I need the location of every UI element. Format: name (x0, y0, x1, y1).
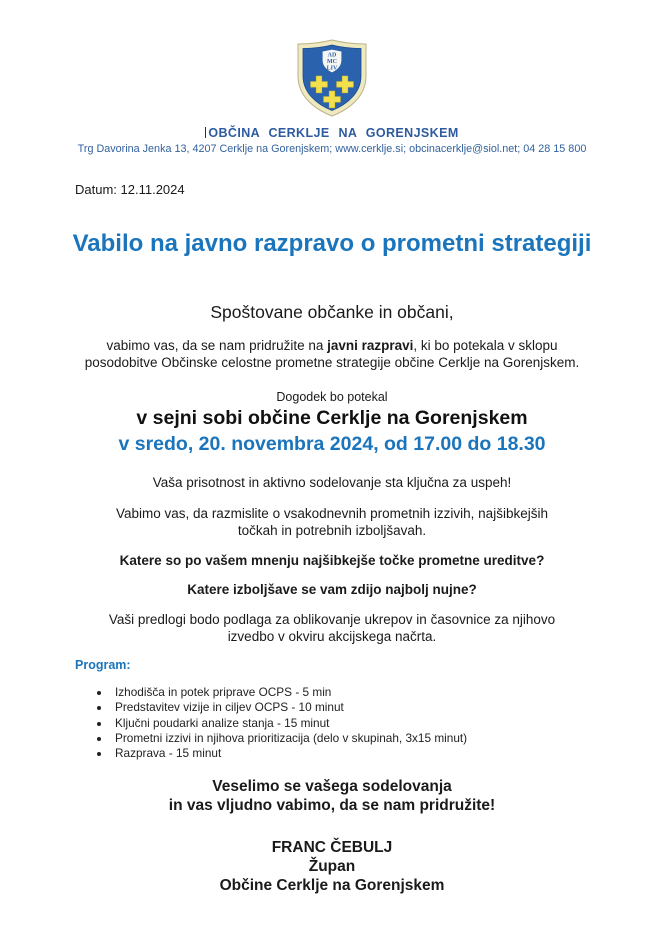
program-item-text: Razprava - 15 minut (115, 746, 222, 761)
question-weak-points: Katere so po vašem mnenju najšibkejše točke prometne ureditve? (119, 553, 545, 568)
text-cursor (205, 127, 206, 138)
letterhead (0, 0, 664, 123)
program-item (97, 685, 664, 700)
document-title: Vabilo na javno razpravo o prometni strategiji (72, 230, 592, 257)
program-item (97, 731, 664, 746)
signatory-role: Župan (308, 858, 356, 876)
contact-line: Trg Davorina Jenka 13, 4207 Cerklje na Gorenjskem; www.cerklje.si; obcinacerklje@siol.net; 04 28 15 800 (77, 143, 587, 155)
program-heading: Program: (75, 658, 131, 672)
bullet-icon (97, 737, 101, 741)
paragraph-reflect (40, 505, 624, 539)
signatory-name: FRANC ČEBULJ (271, 839, 393, 857)
paragraph-proposals-line2: izvedbo v okviru akcijskega načrta. (227, 629, 437, 644)
paragraph-importance: Vaša prisotnost in aktivno sodelovanje sta ključna za uspeh! (152, 475, 512, 490)
bullet-icon (97, 752, 101, 756)
paragraph-proposals-line1: Vaši predlogi bodo podlaga za oblikovanje ukrepov in časovnice za njihovo (108, 612, 556, 627)
bullet-icon (97, 691, 101, 695)
event-datetime: v sredo, 20. novembra 2024, od 17.00 do 18.30 (118, 433, 546, 455)
intro-line2: posodobitve Občinske celostne prometne strategije občine Cerklje na Gorenjskem. (84, 355, 580, 370)
intro-text-cont: , ki bo potekala v sklopu (413, 338, 558, 353)
municipality-name: OBČINA CERKLJE NA GORENJSKEM (0, 126, 664, 140)
program-item-text: Izhodišča in potek priprave OCPS - 5 min (115, 685, 332, 699)
question-improvements: Katere izboljšave se vam zdijo najbolj nujne? (187, 582, 477, 597)
crest-motto-line2: MC (327, 59, 337, 65)
bullet-icon (97, 722, 101, 726)
intro-text: vabimo vas, da se nam pridružite na (106, 338, 328, 353)
bullet-icon (97, 706, 101, 710)
paragraph-proposals (40, 611, 624, 645)
closing-invitation (0, 778, 664, 815)
program-item (97, 716, 664, 731)
signatory-organization: Občine Cerklje na Gorenjskem (219, 877, 445, 895)
program-item (97, 746, 664, 761)
program-item-text: Predstavitev vizije in ciljev OCPS - 10 minut (115, 700, 344, 715)
municipal-crest-icon (294, 38, 370, 118)
program-list (97, 685, 664, 761)
program-item-text: Ključni poudarki analize stanja - 15 minut (115, 715, 330, 730)
paragraph-reflect-line2: točkah in potrebnih izboljšavah. (237, 523, 427, 538)
date-line: Datum: 12.11.2024 (75, 182, 185, 197)
salutation: Spoštovane občanke in občani, (210, 302, 454, 322)
crest-motto-line3: LIV (326, 65, 338, 72)
intro-paragraph (40, 337, 624, 371)
intro-bold-phrase: javni razpravi (327, 338, 414, 353)
closing-line2: in vas vljudno vabimo, da se nam pridružite! (168, 796, 496, 814)
signature-block (0, 838, 664, 895)
program-item-text: Prometni izzivi in njihova prioritizacija (delo v skupinah, 3x15 minut) (115, 730, 468, 745)
paragraph-reflect-line1: Vabimo vas, da razmislite o vsakodnevnih prometnih izzivih, najšibkejših (116, 506, 548, 521)
program-item (97, 700, 664, 715)
crest-motto-line1: AD (327, 52, 337, 59)
event-lead: Dogodek bo potekal (276, 390, 388, 404)
closing-line1: Veselimo se vašega sodelovanja (212, 778, 452, 796)
event-location: v sejni sobi občine Cerklje na Gorenjskem (136, 407, 528, 429)
